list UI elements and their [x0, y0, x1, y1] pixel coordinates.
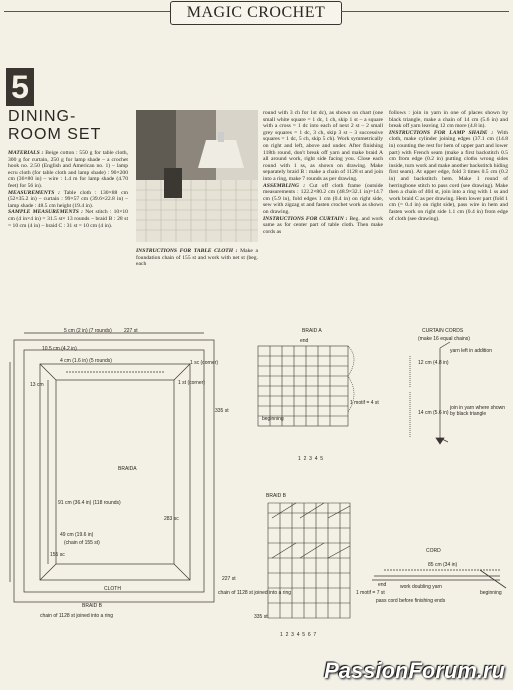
label-pass-cord: pass cord before finishing ends [376, 598, 446, 604]
product-photo [136, 110, 258, 242]
label-beginning-2: beginning [480, 590, 502, 596]
header-rule-left [4, 11, 170, 12]
col4-text: follows : join in yarn in one of places shown by black triangle, make a chain of 14 cm (5.6 in) and break off yarn leaving 12 cm more (4.8 in). [389, 110, 508, 130]
label-91cm: 91 cm (36.4 in) (118 rounds) [58, 500, 121, 506]
table-instr-text: Make a foundation chain of 155 st and work with net st (beg. each [136, 248, 258, 268]
label-motif4: 1 motif = 4 st [350, 400, 379, 406]
label-cord-title: CORD [426, 548, 441, 554]
pattern-title-line1: DINING- [8, 108, 77, 125]
header-rule-right [341, 11, 509, 12]
label-335st: 335 st [215, 408, 229, 414]
label-155sc: 155 sc [50, 552, 65, 558]
table-instructions [136, 248, 258, 268]
measurements-heading: MEASUREMENTS : [8, 189, 60, 196]
label-283sc: 283 sc [164, 516, 179, 522]
measurements-text: Table cloth : 130×88 cm (52×35.2 in) – curtain : 99×57 cm (39.6×22.8 in) – lamp shade : 48.5 cm height (19.4 in). [8, 189, 128, 209]
sample-heading: SAMPLE MEASUREMENTS : [8, 209, 84, 216]
label-curtain-title: CURTAIN CORDS [422, 328, 464, 334]
pattern-title-line2: ROOM SET [8, 126, 102, 143]
photo-illustration [136, 110, 258, 242]
label-cloth: CLOTH [104, 586, 121, 592]
label-join-yarn: join in yarn where shown by black triangle [450, 405, 506, 417]
curtain-text: Beg. and work same as for center part of table cloth. Then make cords as [263, 215, 383, 235]
label-rows-b: 1 2 3 4 5 6 7 [280, 632, 317, 638]
lamp-heading: INSTRUCTIONS FOR LAMP SHADE : [389, 129, 494, 136]
label-cord-length: 85 cm (34 in) [428, 562, 458, 568]
label-1st: 1 st (corner) [178, 380, 205, 386]
assembling-heading: ASSEMBLING : [263, 182, 306, 189]
column-4 [389, 110, 508, 222]
materials-block [8, 150, 128, 229]
assembling-text: Cut off cloth frame (outside measurements : 122.2×80.2 cm (48.9×32.1 in)=14.7 cm (5.9 in), fold edges 1 cm (0.4 in) on right side, sew with zigzag st and fasten crochet work as shown on drawing. [263, 182, 383, 215]
label-chain155: (chain of 155 st) [64, 540, 100, 546]
label-12cm: 12 cm (4.8 in) [418, 360, 449, 366]
column-3 [263, 110, 383, 235]
label-work-doubling: work doubling yarn [400, 584, 442, 590]
label-14cm: 14 cm (5.6 in) [418, 410, 449, 416]
cloth-outline [40, 364, 190, 580]
label-1sc: 1 sc (corner) [190, 360, 219, 366]
label-motif7: 1 motif = 7 st [356, 590, 385, 596]
lamp-text: With cloth, make cylinder joining edges (37.1 cm (14.8 in) counting the rest for hem of upper part and lower part) with French seam (make a first backstitch 0.5 cm from edge (0.2 in) putting cloths wrong sides inside, turn work and make another backstitch hiding first seam). At upper edge, fold 3 times 0.5 cm (0.2 in) and backstitch hem. Make 1 round of herringbone stitch to pass cord (see drawing). Make then a chain of 404 st, join into a ring with 1 ss and work braid C as per drawing. Hem lower part (fold 1 cm (= 0.4 in) on right side), pass wire in hem and fasten work on right side 1.1 cm (0.4 in) from edge of cloth (see drawing). [389, 129, 508, 222]
label-10-5cm: 10.5 cm (4.2 in) [42, 346, 77, 352]
materials-heading: MATERIALS : [8, 150, 44, 156]
magazine-title: MAGIC CROCHET [170, 1, 342, 25]
curtain-heading: INSTRUCTIONS FOR CURTAIN : [263, 215, 348, 222]
label-curtain-sub: (make 16 equal chains) [418, 336, 470, 342]
materials-text: Beige cotton : 550 g for table cloth, 300 g for curtain, 250 g for lamp shade – a crochet hook no. 2.50 (English and American no. 1) – lamp ecru cloth (for table cloth and lamp shade) : 90×200 cm (36×80 in) – wire : 1.4 m for lamp shade (4.70 feet) for 56 in). [8, 150, 128, 189]
label-49cm: 49 cm (19.6 in) [60, 532, 94, 538]
label-cloth-top: 5 cm (2 in) (7 rounds) [64, 328, 112, 334]
sample-text: Net stitch : 10×10 cm (4 in×4 in) = 31.5 st× 13 rounds – braid B : 28 st = 10 cm (4 in) – braid C : 31 st = 10 cm (4 in). [8, 209, 128, 229]
label-braid-b-title: BRAID B [266, 493, 287, 499]
label-chain1128: chain of 1128 st joined into a ring [40, 613, 114, 619]
label-beginning: beginning [262, 416, 284, 422]
label-chain1128b: chain of 1128 st joined into a ring [218, 590, 292, 596]
curtain-cord-drawing [410, 342, 450, 444]
label-227st-b: 227 st [222, 576, 236, 582]
table-instr-heading: INSTRUCTIONS FOR TABLE CLOTH : [136, 248, 238, 254]
watermark: PassionForum.ru [324, 658, 505, 683]
braid-a-chart [258, 346, 354, 426]
label-braid-a: BRAIDA [118, 466, 137, 472]
label-end-2: end [378, 582, 387, 588]
col3-text: round with 3 ch for 1st dc), as shown on chart (one small white square = 1 dc, 1 ch, skip 1 st – a square with a cross = 1 dc into each of next 2 st – 2 small grey squares = 1 dc, 3 ch, skip 3 st – 3 successive squares = 1 dc, 5 ch, skip 5 ch). Work symmetrically on right and left, above and under. After finishing 118th round, don't break off yarn and make braid A all around work, right side facing you. Close each round with 1 ss, as shown on drawing. Make separately braid B : make a chain of 1128 st and join into a ring, make 7 rounds as per drawing. [263, 110, 383, 182]
label-braid-b: BRAID B [82, 603, 103, 609]
label-braid-a-title: BRAID A [302, 328, 322, 334]
label-rows-a: 1 2 3 4 5 [298, 456, 324, 462]
label-yarn-left: yarn left in addition [450, 348, 492, 354]
label-13cm: 13 cm [30, 382, 44, 388]
label-335st-b: 335 st [254, 614, 268, 620]
pattern-number: 5 [6, 68, 34, 106]
label-4cm: 4 cm (1.6 in) (5 rounds) [60, 358, 112, 364]
label-227st: 227 st [124, 328, 138, 334]
braid-b-chart [268, 503, 350, 618]
label-end: end [300, 338, 309, 344]
